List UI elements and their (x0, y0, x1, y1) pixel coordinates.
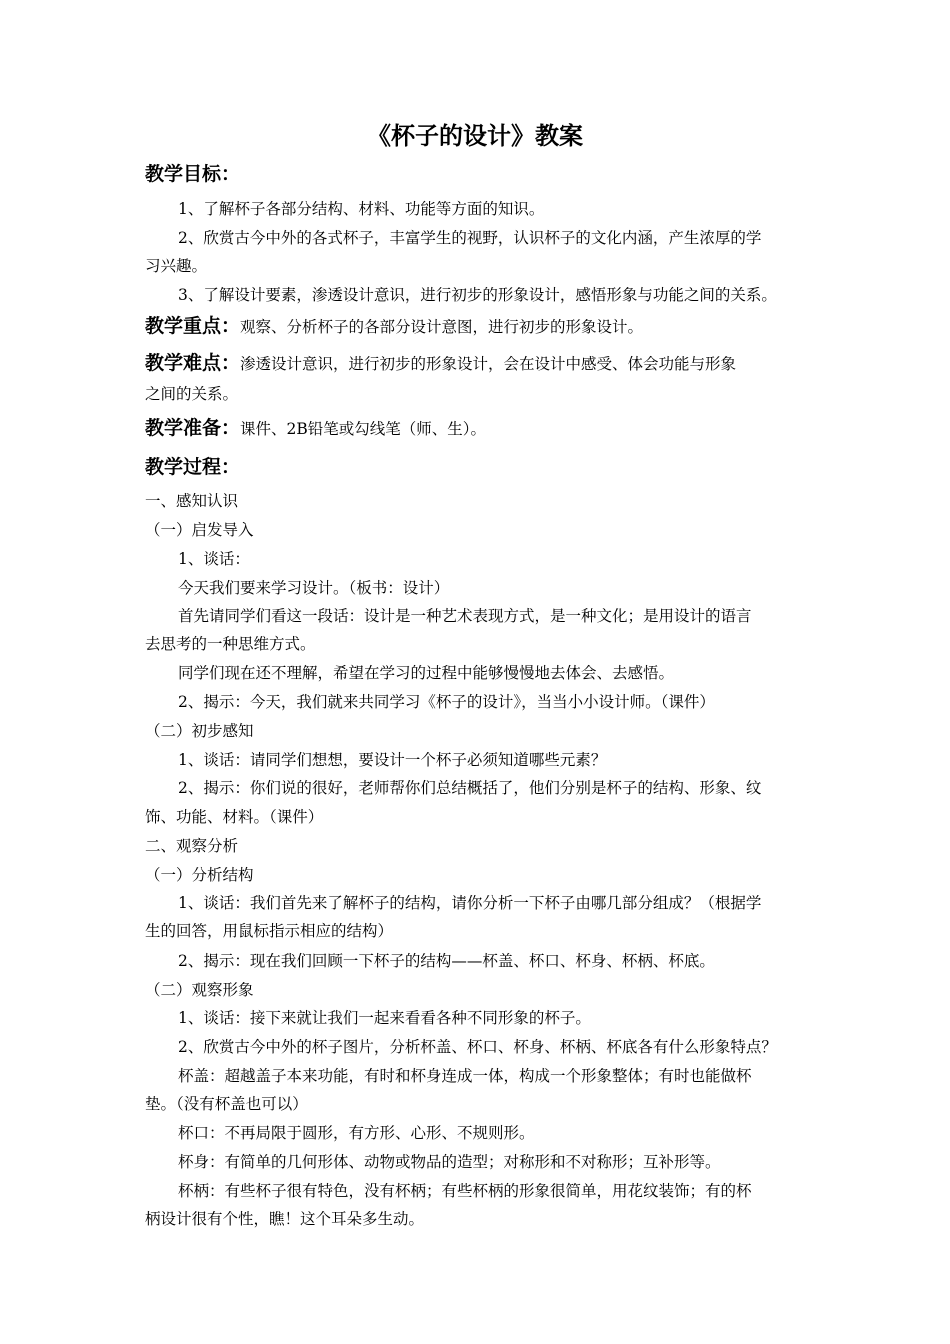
process-line: 生的回答，用鼠标指示相应的结构） (145, 922, 394, 940)
difficulties-heading: 教学难点： (145, 352, 241, 374)
key-points-row (145, 316, 643, 337)
process-line: 杯口：不再局限于圆形，有方形、心形、不规则形。 (178, 1124, 535, 1142)
process-line: 2、揭示：现在我们回顾一下杯子的结构——杯盖、杯口、杯身、杯柄、杯底。 (178, 952, 715, 970)
process-heading: 教学过程： (145, 456, 241, 478)
difficulties-text: 渗透设计意识，进行初步的形象设计，会在设计中感受、体会功能与形象 (240, 355, 737, 373)
process-line: 2、揭示：今天，我们就来共同学习《杯子的设计》，当当小小设计师。（课件） (178, 693, 715, 711)
process-line: 去思考的一种思维方式。 (145, 635, 316, 653)
process-line: 杯柄：有些杯子很有特色，没有杯柄；有些杯柄的形象很简单，用花纹装饰；有的杯 (178, 1182, 752, 1200)
process-line: （二）观察形象 (145, 981, 254, 999)
process-line: （二）初步感知 (145, 722, 254, 740)
process-line: 2、揭示：你们说的很好，老师帮你们总结概括了，他们分别是杯子的结构、形象、纹 (178, 779, 762, 797)
process-line: （一）启发导入 (145, 521, 254, 539)
process-line: 杯身：有简单的几何形体、动物或物品的造型；对称形和不对称形；互补形等。 (178, 1153, 721, 1171)
process-line: 饰、功能、材料。（课件） (145, 808, 324, 826)
process-line: （一）分析结构 (145, 866, 254, 884)
process-line: 2、欣赏古今中外的杯子图片，分析杯盖、杯口、杯身、杯柄、杯底各有什么形象特点？ (178, 1038, 777, 1056)
preparation-text: 课件、2B铅笔或勾线笔（师、生）。 (240, 420, 487, 438)
key-points-text: 观察、分析杯子的各部分设计意图，进行初步的形象设计。 (240, 318, 644, 336)
process-line: 柄设计很有个性，瞧！这个耳朵多生动。 (145, 1210, 425, 1228)
document-title: 《杯子的设计》教案 (367, 122, 583, 150)
objective-item: 2、欣赏古今中外的各式杯子，丰富学生的视野，认识杯子的文化内涵，产生浓厚的学 (178, 229, 762, 247)
objective-item: 3、了解设计要素，渗透设计意识，进行初步的形象设计，感悟形象与功能之间的关系。 (178, 286, 777, 304)
process-line: 首先请同学们看这一段话：设计是一种艺术表现方式，是一种文化；是用设计的语言 (178, 607, 752, 625)
process-line: 1、谈话：请同学们想想，要设计一个杯子必须知道哪些元素？ (178, 751, 607, 769)
process-line: 二、观察分析 (145, 837, 239, 855)
difficulties-row (145, 353, 736, 374)
process-line: 今天我们要来学习设计。（板书：设计） (178, 579, 450, 597)
process-line: 一、感知认识 (145, 492, 239, 510)
difficulties-text-cont: 之间的关系。 (145, 385, 239, 403)
preparation-heading: 教学准备： (145, 417, 241, 439)
objective-item: 1、了解杯子各部分结构、材料、功能等方面的知识。 (178, 200, 545, 218)
key-points-heading: 教学重点： (145, 315, 241, 337)
process-line: 1、谈话：接下来就让我们一起来看看各种不同形象的杯子。 (178, 1009, 591, 1027)
preparation-row (145, 418, 486, 439)
process-line: 1、谈话：我们首先来了解杯子的结构，请你分析一下杯子由哪几部分组成？（根据学 (178, 894, 762, 912)
process-line: 同学们现在还不理解，希望在学习的过程中能够慢慢地去体会、去感悟。 (178, 664, 675, 682)
objective-item: 习兴趣。 (145, 257, 208, 275)
process-line: 1、谈话： (178, 550, 250, 568)
objectives-heading: 教学目标： (145, 163, 241, 185)
process-line: 垫。（没有杯盖也可以） (145, 1095, 308, 1113)
process-line: 杯盖：超越盖子本来功能，有时和杯身连成一体，构成一个形象整体；有时也能做杯 (178, 1067, 752, 1085)
